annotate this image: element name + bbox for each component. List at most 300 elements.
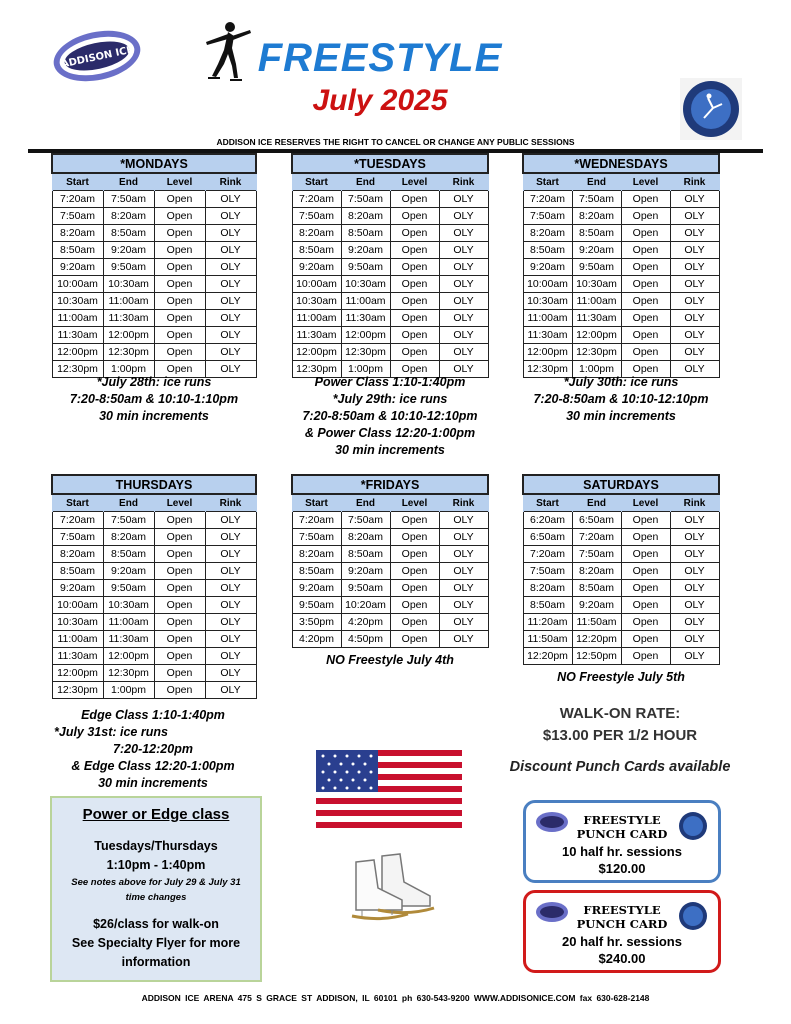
- power-edge-price: $26/class for walk-on: [93, 917, 219, 931]
- day-header: *TUESDAYS: [292, 154, 488, 173]
- table-cell: Open: [390, 631, 439, 648]
- table-cell: Open: [621, 529, 670, 546]
- table-cell: 11:30am: [292, 327, 341, 344]
- note-line: 30 min increments: [335, 443, 445, 457]
- table-cell: 7:50am: [572, 546, 621, 563]
- table-cell: 9:20am: [341, 242, 390, 259]
- table-cell: Open: [154, 563, 205, 580]
- table-cell: Open: [390, 597, 439, 614]
- table-cell: Open: [390, 529, 439, 546]
- table-cell: 11:30am: [52, 648, 103, 665]
- table-cell: Open: [390, 259, 439, 276]
- table-cell: OLY: [439, 580, 488, 597]
- table-cell: Open: [390, 614, 439, 631]
- table-cell: 11:00am: [341, 293, 390, 310]
- table-cell: OLY: [670, 512, 719, 529]
- table-row: [292, 310, 488, 327]
- table-cell: 7:50am: [292, 529, 341, 546]
- table-row: [292, 597, 488, 614]
- table-cell: 10:20am: [341, 597, 390, 614]
- table-cell: 11:30am: [103, 310, 154, 327]
- table-row: [52, 242, 256, 259]
- academy-logo: [680, 78, 742, 140]
- table-cell: Open: [621, 512, 670, 529]
- table-row: [292, 512, 488, 529]
- column-header: Level: [390, 494, 439, 512]
- table-cell: OLY: [439, 614, 488, 631]
- column-header: Level: [154, 494, 205, 512]
- column-header: Level: [621, 173, 670, 191]
- table-cell: 12:30pm: [523, 361, 572, 378]
- table-cell: 8:20am: [341, 529, 390, 546]
- walk-on-price: $13.00 PER 1/2 HOUR: [542, 727, 698, 744]
- table-cell: 4:50pm: [341, 631, 390, 648]
- table-row: [292, 259, 488, 276]
- table-cell: OLY: [439, 344, 488, 361]
- table-cell: 1:00pm: [103, 682, 154, 699]
- table-cell: 8:50am: [52, 563, 103, 580]
- table-cell: 10:30am: [341, 276, 390, 293]
- note-line: *July 30th: ice runs: [563, 375, 679, 389]
- table-cell: Open: [621, 327, 670, 344]
- table-cell: OLY: [205, 512, 256, 529]
- table-cell: 9:20am: [292, 580, 341, 597]
- table-cell: 10:00am: [52, 276, 103, 293]
- power-edge-heading: Power or Edge class: [82, 806, 230, 823]
- table-cell: OLY: [205, 276, 256, 293]
- table-cell: Open: [390, 580, 439, 597]
- table-cell: 9:20am: [103, 242, 154, 259]
- table-row: [292, 293, 488, 310]
- column-header: Rink: [205, 494, 256, 512]
- table-cell: 11:30am: [523, 327, 572, 344]
- table-cell: OLY: [205, 563, 256, 580]
- table-cell: Open: [621, 614, 670, 631]
- table-row: [523, 580, 719, 597]
- table-cell: 10:00am: [292, 276, 341, 293]
- table-cell: 10:00am: [52, 597, 103, 614]
- table-cell: 7:50am: [292, 208, 341, 225]
- note-line: 7:20-12:20pm: [113, 742, 193, 756]
- column-header: Start: [52, 173, 103, 191]
- column-header: Start: [523, 494, 572, 512]
- day-header: THURSDAYS: [52, 475, 256, 494]
- table-cell: OLY: [205, 344, 256, 361]
- power-edge-time: 1:10pm - 1:40pm: [106, 858, 206, 872]
- table-row: [523, 259, 719, 276]
- table-cell: 12:30pm: [52, 682, 103, 699]
- table-row: [52, 563, 256, 580]
- table-cell: OLY: [670, 648, 719, 665]
- punch-card-title: FREESTYLE: [583, 903, 661, 917]
- ice-skates-icon: [342, 852, 437, 922]
- table-cell: OLY: [205, 648, 256, 665]
- schedule-table-thursdays: [51, 474, 257, 699]
- column-header: Level: [621, 494, 670, 512]
- table-row: [292, 546, 488, 563]
- table-cell: Open: [621, 276, 670, 293]
- table-cell: OLY: [439, 529, 488, 546]
- column-header: Level: [154, 173, 205, 191]
- table-row: [523, 344, 719, 361]
- table-cell: 12:00pm: [523, 344, 572, 361]
- table-cell: 3:50pm: [292, 614, 341, 631]
- table-cell: OLY: [670, 361, 719, 378]
- table-row: [292, 344, 488, 361]
- table-row: [52, 631, 256, 648]
- schedule-table-fridays: [291, 474, 489, 648]
- table-cell: 12:00pm: [292, 344, 341, 361]
- table-cell: 9:20am: [572, 242, 621, 259]
- table-row: [52, 208, 256, 225]
- table-cell: 11:00am: [103, 293, 154, 310]
- table-cell: 8:20am: [103, 529, 154, 546]
- table-cell: 8:50am: [292, 242, 341, 259]
- table-cell: 4:20pm: [292, 631, 341, 648]
- note-line: 7:20-8:50am & 10:10-1:10pm: [69, 392, 239, 406]
- table-cell: OLY: [670, 276, 719, 293]
- table-cell: 11:00am: [523, 310, 572, 327]
- table-cell: 10:00am: [523, 276, 572, 293]
- table-cell: Open: [621, 259, 670, 276]
- table-cell: OLY: [205, 665, 256, 682]
- table-cell: OLY: [439, 327, 488, 344]
- table-cell: Open: [621, 293, 670, 310]
- table-cell: 11:30am: [341, 310, 390, 327]
- table-cell: Open: [621, 631, 670, 648]
- table-cell: 9:20am: [523, 259, 572, 276]
- table-row: [523, 546, 719, 563]
- table-row: [523, 327, 719, 344]
- table-cell: 10:30am: [572, 276, 621, 293]
- power-edge-class-box: [50, 796, 262, 982]
- table-cell: 6:20am: [523, 512, 572, 529]
- table-cell: Open: [154, 546, 205, 563]
- table-cell: 8:20am: [52, 546, 103, 563]
- table-cell: 12:20pm: [572, 631, 621, 648]
- table-cell: 10:30am: [103, 276, 154, 293]
- table-cell: OLY: [670, 327, 719, 344]
- table-cell: Open: [621, 225, 670, 242]
- note-line: 7:20-8:50am & 10:10-12:10pm: [302, 409, 478, 423]
- table-cell: 7:20am: [52, 191, 103, 208]
- table-cell: OLY: [670, 310, 719, 327]
- table-cell: 9:50am: [103, 580, 154, 597]
- table-cell: OLY: [205, 361, 256, 378]
- table-cell: 8:20am: [572, 208, 621, 225]
- notes-fridays: [290, 652, 490, 669]
- table-row: [292, 327, 488, 344]
- table-cell: 11:00am: [292, 310, 341, 327]
- addison-ice-small-logo: [534, 809, 570, 840]
- table-row: [523, 563, 719, 580]
- table-cell: OLY: [439, 512, 488, 529]
- table-cell: 9:20am: [52, 259, 103, 276]
- table-row: [52, 529, 256, 546]
- note-line: & Power Class 12:20-1:00pm: [304, 426, 476, 440]
- table-row: [523, 631, 719, 648]
- table-cell: 12:30pm: [292, 361, 341, 378]
- notes-mondays: [40, 374, 268, 425]
- table-cell: Open: [154, 310, 205, 327]
- table-row: [523, 191, 719, 208]
- table-cell: 8:50am: [572, 580, 621, 597]
- table-row: [292, 276, 488, 293]
- table-cell: 8:20am: [572, 563, 621, 580]
- table-cell: 9:50am: [103, 259, 154, 276]
- notice-text: ADDISON ICE RESERVES THE RIGHT TO CANCEL OR CHANGE ANY PUBLIC SESSIONS: [216, 137, 575, 147]
- table-row: [292, 225, 488, 242]
- table-cell: OLY: [439, 225, 488, 242]
- table-cell: 11:50am: [572, 614, 621, 631]
- column-header: Start: [52, 494, 103, 512]
- table-cell: Open: [154, 276, 205, 293]
- column-header: Start: [292, 494, 341, 512]
- day-header: *WEDNESDAYS: [523, 154, 719, 173]
- note-line: 30 min increments: [99, 409, 209, 423]
- table-cell: OLY: [205, 580, 256, 597]
- table-cell: 11:30am: [572, 310, 621, 327]
- table-cell: Open: [621, 191, 670, 208]
- table-cell: Open: [154, 191, 205, 208]
- note-line: *July 29th: ice runs: [332, 392, 448, 406]
- table-row: [52, 276, 256, 293]
- column-header: Rink: [205, 173, 256, 191]
- table-row: [523, 310, 719, 327]
- table-cell: 7:20am: [523, 546, 572, 563]
- table-cell: 8:50am: [341, 225, 390, 242]
- table-cell: 9:50am: [572, 259, 621, 276]
- punch-card-title: FREESTYLE: [583, 813, 661, 827]
- table-cell: Open: [154, 614, 205, 631]
- table-cell: Open: [154, 344, 205, 361]
- table-cell: OLY: [205, 597, 256, 614]
- table-cell: 8:50am: [523, 597, 572, 614]
- day-header: SATURDAYS: [523, 475, 719, 494]
- table-row: [523, 529, 719, 546]
- table-cell: Open: [154, 631, 205, 648]
- table-row: [523, 242, 719, 259]
- table-cell: 10:30am: [103, 597, 154, 614]
- table-cell: OLY: [205, 259, 256, 276]
- table-cell: 11:00am: [103, 614, 154, 631]
- table-row: [292, 614, 488, 631]
- table-cell: Open: [390, 361, 439, 378]
- notes-saturdays: [520, 669, 722, 686]
- table-cell: 11:00am: [52, 631, 103, 648]
- column-header: Rink: [439, 173, 488, 191]
- table-row: [52, 344, 256, 361]
- table-row: [52, 546, 256, 563]
- table-cell: 10:30am: [52, 293, 103, 310]
- table-cell: 8:50am: [292, 563, 341, 580]
- table-cell: 12:50pm: [572, 648, 621, 665]
- column-header: Level: [390, 173, 439, 191]
- column-header: End: [572, 173, 621, 191]
- table-cell: OLY: [670, 344, 719, 361]
- table-row: [52, 191, 256, 208]
- table-cell: Open: [621, 580, 670, 597]
- note-line: *July 28th: ice runs: [96, 375, 212, 389]
- table-cell: OLY: [670, 225, 719, 242]
- table-cell: Open: [390, 225, 439, 242]
- note-line: 7:20-8:50am & 10:10-12:10pm: [533, 392, 709, 406]
- column-header: End: [103, 494, 154, 512]
- table-cell: 8:20am: [523, 225, 572, 242]
- table-cell: OLY: [439, 546, 488, 563]
- table-cell: 9:50am: [292, 597, 341, 614]
- table-cell: 1:00pm: [572, 361, 621, 378]
- table-cell: OLY: [439, 293, 488, 310]
- table-cell: OLY: [670, 191, 719, 208]
- punch-card-10: [523, 800, 721, 883]
- table-cell: OLY: [205, 191, 256, 208]
- table-row: [523, 648, 719, 665]
- discount-text: Discount Punch Cards available: [509, 759, 731, 775]
- table-cell: OLY: [205, 631, 256, 648]
- page-subtitle: July 2025: [312, 84, 448, 117]
- table-row: [292, 631, 488, 648]
- us-flag-icon: [316, 750, 462, 828]
- table-cell: Open: [154, 512, 205, 529]
- table-cell: 7:50am: [103, 512, 154, 529]
- table-cell: 7:50am: [52, 529, 103, 546]
- table-cell: 12:00pm: [52, 665, 103, 682]
- table-cell: OLY: [205, 225, 256, 242]
- punch-card-subtitle: PUNCH CARD: [576, 827, 668, 841]
- table-cell: OLY: [439, 361, 488, 378]
- table-cell: OLY: [439, 597, 488, 614]
- note-line: Edge Class 1:10-1:40pm: [81, 708, 225, 722]
- note-line: 30 min increments: [566, 409, 676, 423]
- table-row: [523, 276, 719, 293]
- table-cell: 11:30am: [103, 631, 154, 648]
- table-cell: 8:50am: [52, 242, 103, 259]
- table-cell: 12:30pm: [103, 665, 154, 682]
- day-header: *FRIDAYS: [292, 475, 488, 494]
- table-cell: Open: [621, 361, 670, 378]
- table-cell: Open: [621, 242, 670, 259]
- table-cell: 10:30am: [292, 293, 341, 310]
- table-cell: OLY: [670, 529, 719, 546]
- note-line: NO Freestyle July 5th: [557, 670, 685, 684]
- table-row: [52, 293, 256, 310]
- column-header: Rink: [670, 173, 719, 191]
- table-cell: OLY: [670, 546, 719, 563]
- column-header: Start: [523, 173, 572, 191]
- table-cell: 7:20am: [572, 529, 621, 546]
- table-cell: Open: [390, 546, 439, 563]
- addison-ice-small-logo: [534, 899, 570, 930]
- table-cell: 1:00pm: [103, 361, 154, 378]
- schedule-table-tuesdays: [291, 153, 489, 378]
- academy-small-logo: [678, 811, 708, 846]
- schedule-table-mondays: [51, 153, 257, 378]
- table-cell: OLY: [439, 631, 488, 648]
- table-cell: OLY: [439, 242, 488, 259]
- walk-on-label: WALK-ON RATE:: [559, 705, 681, 722]
- table-cell: 12:00pm: [572, 327, 621, 344]
- table-row: [292, 580, 488, 597]
- notes-thursdays: [42, 707, 264, 792]
- punch-card-20: [523, 890, 721, 973]
- table-cell: 10:30am: [52, 614, 103, 631]
- column-header: End: [572, 494, 621, 512]
- table-cell: 6:50am: [572, 512, 621, 529]
- table-cell: 9:50am: [341, 259, 390, 276]
- table-cell: 12:30pm: [52, 361, 103, 378]
- table-cell: 7:20am: [292, 191, 341, 208]
- table-cell: Open: [154, 597, 205, 614]
- table-row: [52, 580, 256, 597]
- column-header: End: [341, 494, 390, 512]
- table-cell: OLY: [670, 631, 719, 648]
- table-cell: 7:20am: [523, 191, 572, 208]
- page-title: FREESTYLE: [257, 36, 503, 80]
- table-cell: OLY: [670, 259, 719, 276]
- table-cell: 12:30pm: [572, 344, 621, 361]
- table-cell: 12:00pm: [103, 327, 154, 344]
- table-cell: 12:30pm: [341, 344, 390, 361]
- academy-small-logo: [678, 901, 708, 936]
- table-cell: 11:30am: [52, 327, 103, 344]
- table-row: [52, 682, 256, 699]
- table-cell: 9:50am: [341, 580, 390, 597]
- column-header: Start: [292, 173, 341, 191]
- table-cell: OLY: [205, 546, 256, 563]
- table-row: [292, 208, 488, 225]
- table-cell: 12:00pm: [341, 327, 390, 344]
- table-cell: Open: [621, 648, 670, 665]
- table-row: [52, 327, 256, 344]
- table-row: [523, 293, 719, 310]
- table-row: [52, 310, 256, 327]
- table-cell: OLY: [670, 580, 719, 597]
- notes-wednesdays: [510, 374, 732, 425]
- table-cell: 7:50am: [341, 512, 390, 529]
- table-cell: Open: [154, 682, 205, 699]
- table-cell: 8:50am: [523, 242, 572, 259]
- table-cell: OLY: [205, 614, 256, 631]
- table-cell: 1:00pm: [341, 361, 390, 378]
- power-edge-note: See notes above for July 29 & July 31 time changes: [71, 877, 241, 903]
- table-cell: Open: [621, 310, 670, 327]
- table-row: [52, 614, 256, 631]
- table-cell: Open: [390, 242, 439, 259]
- punch-card-subtitle: PUNCH CARD: [576, 917, 668, 931]
- punch-card-sessions: 10 half hr. sessions: [562, 844, 682, 859]
- table-cell: 12:00pm: [103, 648, 154, 665]
- power-edge-days: Tuesdays/Thursdays: [94, 839, 218, 853]
- table-cell: 12:00pm: [52, 344, 103, 361]
- column-header: Rink: [439, 494, 488, 512]
- table-cell: OLY: [205, 208, 256, 225]
- table-cell: 7:50am: [103, 191, 154, 208]
- table-cell: 9:20am: [572, 597, 621, 614]
- table-cell: 7:50am: [572, 191, 621, 208]
- table-cell: Open: [390, 563, 439, 580]
- table-row: [52, 225, 256, 242]
- logo-text: ADDISON ICE: [60, 44, 135, 71]
- table-cell: 12:30pm: [103, 344, 154, 361]
- table-cell: OLY: [205, 327, 256, 344]
- table-row: [523, 225, 719, 242]
- punch-card-sessions: 20 half hr. sessions: [562, 934, 682, 949]
- table-cell: 7:20am: [52, 512, 103, 529]
- table-row: [292, 242, 488, 259]
- table-cell: 7:20am: [292, 512, 341, 529]
- table-cell: 11:20am: [523, 614, 572, 631]
